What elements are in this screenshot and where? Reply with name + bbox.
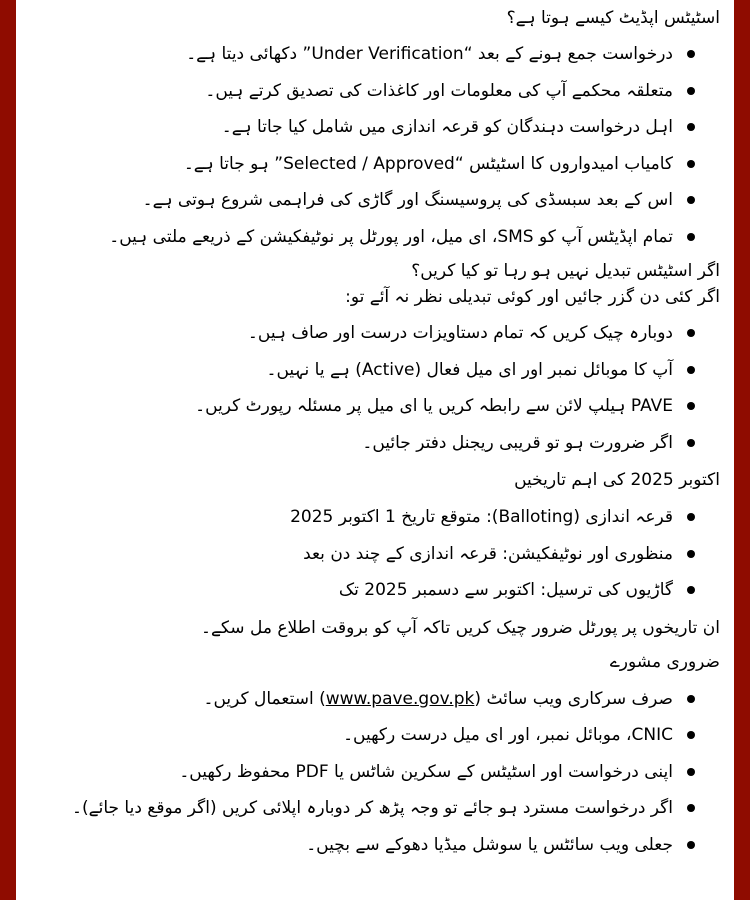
- list-item: گاڑیوں کی ترسیل: اکتوبر سے دسمبر 2025 تک: [16, 572, 673, 609]
- list-item: متعلقہ محکمے آپ کی معلومات اور کاغذات کی تصدیق کرتے ہیں۔: [16, 73, 673, 110]
- list-item: منظوری اور نوٹیفکیشن: قرعہ اندازی کے چند دن بعد: [16, 536, 673, 573]
- list-item: [16, 681, 673, 718]
- pave-website-link[interactable]: www.pave.gov.pk: [325, 688, 475, 709]
- list-item: اس کے بعد سبسڈی کی پروسیسنگ اور گاڑی کی فراہمی شروع ہوتی ہے۔: [16, 182, 673, 219]
- status-update-heading: اسٹیٹس اپڈیٹ کیسے ہوتا ہے؟: [506, 8, 720, 28]
- no-change-list: [16, 315, 720, 461]
- list-item: اگر ضرورت ہو تو قریبی ریجنل دفتر جائیں۔: [16, 425, 673, 462]
- important-dates-list: [16, 499, 720, 609]
- right-border: [734, 0, 750, 900]
- list-item: اپنی درخواست اور اسٹیٹس کے سکرین شاٹس یا PDF محفوظ رکھیں۔: [16, 754, 673, 791]
- list-item: PAVE ہیلپ لائن سے رابطہ کریں یا ای میل پر مسئلہ رپورٹ کریں۔: [16, 388, 673, 425]
- important-dates-heading: اکتوبر 2025 کی اہم تاریخیں: [514, 470, 720, 490]
- list-item: آپ کا موبائل نمبر اور ای میل فعال (Active) ہے یا نہیں۔: [16, 352, 673, 389]
- list-item: قرعہ اندازی (Balloting): متوقع تاریخ 1 اکتوبر 2025: [16, 499, 673, 536]
- important-dates-note: ان تاریخوں پر پورٹل ضرور چیک کریں تاکہ آپ کو بروقت اطلاع مل سکے۔: [200, 617, 720, 638]
- advice-list: [16, 681, 720, 864]
- no-change-intro: اگر کئی دن گزر جائیں اور کوئی تبدیلی نظر نہ آئے تو:: [345, 287, 720, 307]
- status-update-list: [16, 36, 720, 255]
- list-item: درخواست جمع ہونے کے بعد “Under Verification” دکھائی دیتا ہے۔: [16, 36, 673, 73]
- left-border: [0, 0, 16, 900]
- list-item: تمام اپڈیٹس آپ کو SMS، ای میل، اور پورٹل پر نوٹیفکیشن کے ذریعے ملتی ہیں۔: [16, 219, 673, 256]
- article-content: [16, 0, 720, 863]
- list-item: دوبارہ چیک کریں کہ تمام دستاویزات درست اور صاف ہیں۔: [16, 315, 673, 352]
- list-item: CNIC، موبائل نمبر، اور ای میل درست رکھیں۔: [16, 717, 673, 754]
- list-item: کامیاب امیدواروں کا اسٹیٹس “Selected / Approved” ہو جاتا ہے۔: [16, 146, 673, 183]
- advice-heading: ضروری مشورے: [609, 651, 720, 672]
- list-item: جعلی ویب سائٹس یا سوشل میڈیا دھوکے سے بچیں۔: [16, 827, 673, 864]
- advice-item-text: ) استعمال کریں۔: [203, 688, 326, 709]
- no-change-heading: اگر اسٹیٹس تبدیل نہیں ہو رہا تو کیا کریں؟: [411, 261, 720, 281]
- list-item: اگر درخواست مسترد ہو جائے تو وجہ پڑھ کر دوبارہ اپلائی کریں (اگر موقع دیا جائے)۔: [16, 790, 673, 827]
- advice-item-text: صرف سرکاری ویب سائٹ (: [474, 688, 673, 709]
- list-item: اہل درخواست دہندگان کو قرعہ اندازی میں شامل کیا جاتا ہے۔: [16, 109, 673, 146]
